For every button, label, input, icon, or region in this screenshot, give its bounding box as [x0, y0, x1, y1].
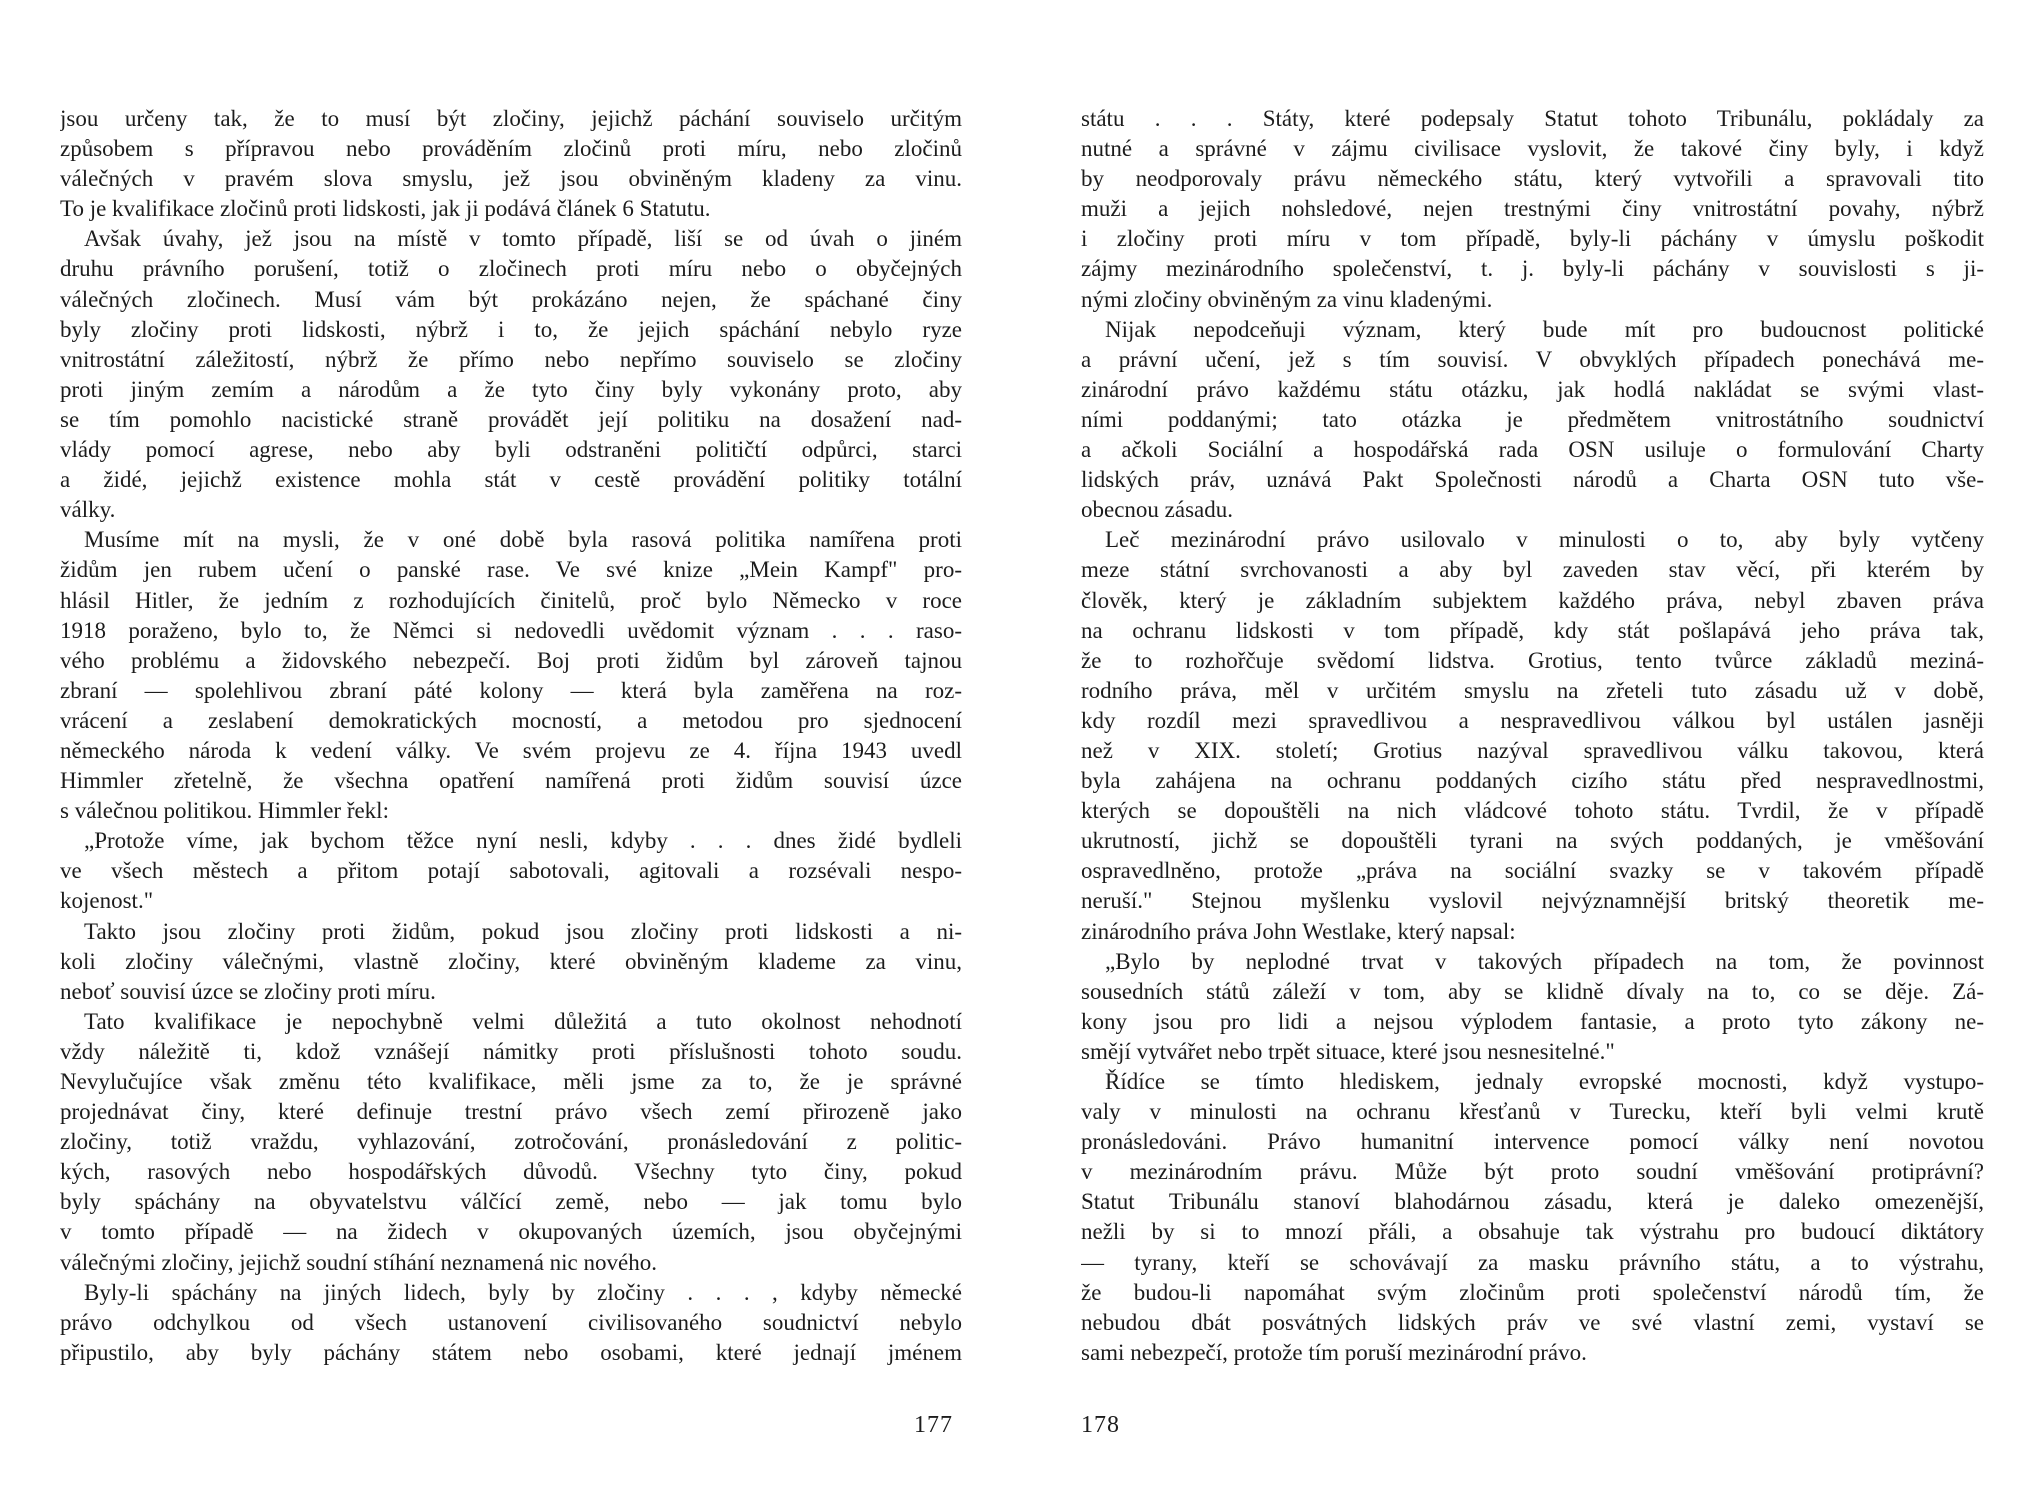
text-line: kterých se dopouštěli na nich vládcové tohoto státu. Tvrdil, že v případě: [1081, 798, 1984, 824]
text-line: právo odchylkou od všech ustanovení civilisovaného soudnictví nebylo: [60, 1309, 962, 1335]
text-line: byly spáchány na obyvatelstvu válčící země, nebo — jak tomu bylo: [60, 1189, 962, 1215]
left-page-text: [60, 104, 962, 1394]
text-line: byly zločiny proti lidskosti, nýbrž i to, že jejich spáchání nebylo ryze: [60, 316, 962, 342]
text-line: i zločiny proti míru v tom případě, byly-li páchány v úmyslu poškodit: [1081, 226, 1984, 252]
text-line: židům jen rubem učení o panské rase. Ve své knize „Mein Kampf" pro-: [60, 557, 962, 583]
text-line: To je kvalifikace zločinů proti lidskosti, jak ji podává článek 6 Statutu.: [60, 196, 711, 222]
text-line: než v XIX. století; Grotius nazýval spravedlivou válku takovou, která: [1081, 737, 1984, 763]
text-line: valy v minulosti na ochranu křesťanů v Turecku, kteří byli velmi krutě: [1081, 1099, 1984, 1125]
text-line: „Bylo by neplodné trvat v takových případech na tom, že povinnost: [1105, 948, 1984, 974]
text-line: koli zločiny válečnými, vlastně zločiny, které obviněným klademe za vinu,: [60, 948, 962, 974]
text-line: neruší." Stejnou myšlenku vyslovil nejvýznamnější britský theoretik me-: [1081, 888, 1984, 914]
text-line: zájmy mezinárodního společenství, t. j. byly-li páchány v souvislosti s ji-: [1081, 256, 1984, 282]
text-line: muži a jejich nohsledové, nejen trestnými činy vnitrostátní povahy, nýbrž: [1081, 196, 1984, 222]
text-line: Řídíce se tímto hlediskem, jednaly evropské mocnosti, když vystupo-: [1105, 1069, 1984, 1094]
text-line: válečných zločinech. Musí vám být prokázáno nejen, že spáchané činy: [60, 286, 962, 312]
text-line: Takto jsou zločiny proti židům, pokud jsou zločiny proti lidskosti a ni-: [84, 918, 962, 944]
text-line: Nevylučujíce však změnu této kvalifikace, měli jsme za to, že je správné: [60, 1069, 962, 1094]
text-line: v mezinárodním právu. Může být proto soudní vměšování protiprávní?: [1081, 1159, 1984, 1185]
text-line: a židé, jejichž existence mohla stát v cestě provádění politiky totální: [60, 467, 962, 493]
text-line: Musíme mít na mysli, že v oné době byla rasová politika namířena proti: [84, 527, 962, 553]
text-line: nutné a správné v zájmu civilisace vyslovit, že takové činy byly, i když: [1081, 136, 1984, 162]
text-line: nežli by si to mnozí přáli, a obsahuje tak výstrahu pro budoucí diktátory: [1081, 1219, 1984, 1245]
text-line: kojenost.": [60, 888, 154, 914]
text-line: člověk, který je základním subjektem každého práva, nebyl zbaven práva: [1081, 587, 1984, 613]
text-line: by neodporovaly právu německého státu, který vytvořili a spravovali tito: [1081, 166, 1984, 192]
text-line: proti jiným zemím a národům a že tyto činy byly vykonány proto, aby: [60, 376, 962, 402]
text-line: neboť souvisí úzce se zločiny proti míru.: [60, 978, 436, 1004]
text-line: jsou určeny tak, že to musí být zločiny, jejichž páchání souviselo určitým: [60, 106, 962, 131]
text-line: byla zahájena na ochranu poddaných cizího státu před nespravedlnostmi,: [1081, 768, 1984, 794]
text-line: hlásil Hitler, že jedním z rozhodujících činitelů, proč bylo Německo v roce: [60, 587, 962, 613]
text-line: meze státní svrchovanosti a aby byl zaveden stav věcí, při kterém by: [1081, 557, 1984, 583]
text-line: zločiny, totiž vraždu, vyhlazování, zotročování, pronásledování z politic-: [60, 1129, 962, 1155]
text-line: vrácení a zeslabení demokratických mocností, a metodou pro sjednocení: [60, 707, 962, 733]
text-line: pronásledováni. Právo humanitní intervence pomocí války není novotou: [1081, 1129, 1984, 1155]
text-line: ními poddanými; tato otázka je předmětem vnitrostátního soudnictví: [1081, 406, 1984, 432]
text-line: válečných v pravém slova smyslu, jež jsou obviněným kladeny za vinu.: [60, 166, 962, 192]
right-page-text: [1081, 104, 1984, 1394]
text-line: — tyrany, kteří se schovávají za masku právního státu, a to výstrahu,: [1081, 1249, 1984, 1275]
text-line: Nijak nepodceňuji význam, který bude mít pro budoucnost politické: [1105, 316, 1984, 342]
page-number: 178: [1081, 1412, 1120, 1438]
text-line: vlády pomocí agrese, nebo aby byli odstraněni političtí odpůrci, starci: [60, 437, 962, 463]
text-line: připustilo, aby byly páchány státem nebo osobami, které jednají jménem: [60, 1339, 962, 1365]
text-line: rodního práva, měl v určitém smyslu na zřeteli tuto zásadu už v době,: [1081, 677, 1984, 703]
text-line: zinárodní právo každému státu otázku, jak hodlá nakládat se svými vlast-: [1081, 376, 1984, 402]
text-line: kdy rozdíl mezi spravedlivou a nespravedlivou válkou byl ustálen jasněji: [1081, 707, 1984, 733]
text-line: zinárodního práva John Westlake, který napsal:: [1081, 918, 1516, 944]
text-line: druhu právního porušení, totiž o zločinech proti míru nebo o obyčejných: [60, 256, 962, 282]
text-line: kých, rasových nebo hospodářských důvodů. Všechny tyto činy, pokud: [60, 1159, 962, 1185]
text-line: že budou-li napomáhat svým zločinům proti společenství národů tím, že: [1081, 1279, 1984, 1305]
text-line: lidských práv, uznává Pakt Společnosti národů a Charta OSN tuto vše-: [1081, 467, 1984, 493]
text-line: smějí vytvářet nebo trpět situace, které jsou nesnesitelné.": [1081, 1038, 1615, 1064]
text-line: způsobem s přípravou nebo prováděním zločinů proti míru, nebo zločinů: [60, 136, 962, 162]
text-line: „Protože víme, jak bychom těžce nyní nesli, kdyby . . . dnes židé bydleli: [84, 828, 962, 854]
text-line: ve všech městech a přitom potají sabotovali, agitovali a rozsévali nespo-: [60, 858, 962, 884]
text-line: s válečnou politikou. Himmler řekl:: [60, 798, 389, 824]
text-line: ukrutností, jichž se dopouštěli tyrani na svých poddaných, je vměšování: [1081, 828, 1984, 854]
text-line: vždy náležitě ti, kdož vznášejí námitky proti příslušnosti tohoto soudu.: [60, 1038, 962, 1064]
text-line: obecnou zásadu.: [1081, 497, 1233, 523]
text-line: a právní učení, jež s tím souvisí. V obvyklých případech ponechává me-: [1081, 346, 1984, 372]
text-line: nými zločiny obviněným za vinu kladenými.: [1081, 286, 1493, 312]
text-line: 1918 poraženo, bylo to, že Němci si nedovedli uvědomit význam . . . raso-: [60, 617, 962, 643]
text-line: sousedních států záleží v tom, aby se klidně dívaly na to, co se děje. Zá-: [1081, 978, 1984, 1004]
text-line: vého problému a židovského nebezpečí. Boj proti židům byl zároveň tajnou: [60, 647, 962, 673]
text-line: Tato kvalifikace je nepochybně velmi důležitá a tuto okolnost nehodnotí: [84, 1008, 962, 1034]
text-line: v tomto případě — na židech v okupovaných územích, jsou obyčejnými: [60, 1219, 962, 1245]
text-line: Byly-li spáchány na jiných lidech, byly by zločiny . . . , kdyby německé: [84, 1279, 962, 1305]
page-number: 177: [914, 1412, 953, 1438]
text-line: se tím pomohlo nacistické straně provádět její politiku na dosažení nad-: [60, 406, 962, 432]
text-line: státu . . . Státy, které podepsaly Statut tohoto Tribunálu, pokládaly za: [1081, 106, 1984, 131]
text-line: nebudou dbát posvátných lidských práv ve své vlastní zemi, vystaví se: [1081, 1309, 1984, 1335]
text-line: zbraní — spolehlivou zbraní páté kolony — která byla zaměřena na roz-: [60, 677, 962, 703]
text-line: války.: [60, 497, 116, 523]
text-line: sami nebezpečí, protože tím poruší mezinárodní právo.: [1081, 1339, 1587, 1365]
text-line: Himmler zřetelně, že všechna opatření namířená proti židům souvisí úzce: [60, 768, 962, 794]
text-line: že to rozhořčuje svědomí lidstva. Grotius, tento tvůrce základů meziná-: [1081, 647, 1984, 673]
text-line: válečnými zločiny, jejichž soudní stíhání neznamená nic nového.: [60, 1249, 657, 1275]
text-line: kony jsou pro lidi a nejsou výplodem fantasie, a proto tyto zákony ne-: [1081, 1008, 1984, 1034]
text-line: a ačkoli Sociální a hospodářská rada OSN usiluje o formulování Charty: [1081, 437, 1984, 463]
text-line: projednávat činy, které definuje trestní právo všech zemí přirozeně jako: [60, 1099, 962, 1125]
text-line: na ochranu lidskosti v tom případě, kdy stát pošlapává jeho práva tak,: [1081, 617, 1984, 643]
text-line: německého národa k vedení války. Ve svém projevu ze 4. října 1943 uvedl: [60, 737, 962, 763]
text-line: ospravedlněno, protože „práva na sociální svazky se v takovém případě: [1081, 858, 1984, 884]
text-line: Avšak úvahy, jež jsou na místě v tomto případě, liší se od úvah o jiném: [84, 226, 962, 252]
text-line: Statut Tribunálu stanoví blahodárnou zásadu, která je daleko omezenější,: [1081, 1189, 1984, 1215]
text-line: vnitrostátní záležitostí, nýbrž že přímo nebo nepřímo souviselo se zločiny: [60, 346, 962, 372]
text-line: Leč mezinárodní právo usilovalo v minulosti o to, aby byly vytčeny: [1105, 527, 1984, 553]
